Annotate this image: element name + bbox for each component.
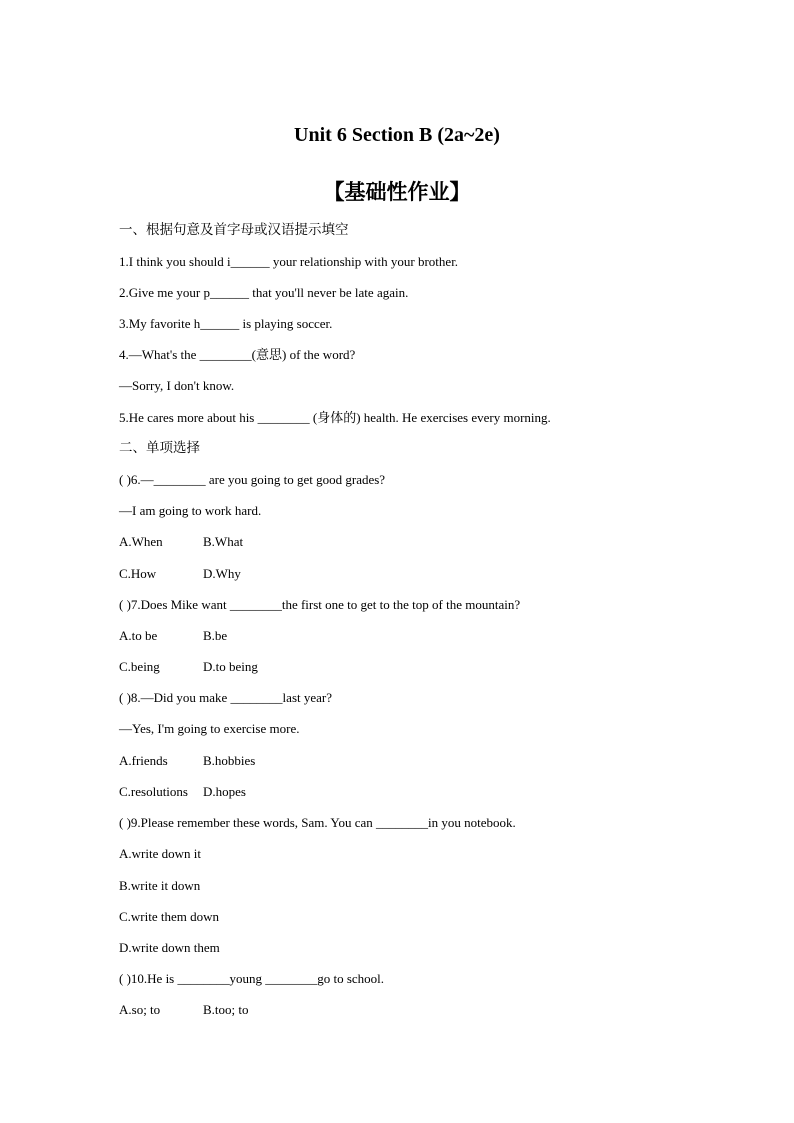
question-10-options-row-1 <box>119 1001 249 1019</box>
question-10-stem: ( )10.He is ________young ________go to school. <box>119 971 385 986</box>
option-b: B.What <box>203 534 244 549</box>
option-a: A.so; to <box>119 1002 161 1017</box>
page-title: Unit 6 Section B (2a~2e) <box>294 124 500 146</box>
question-9-stem: ( )9.Please remember these words, Sam. You can ________in you notebook. <box>119 815 516 830</box>
part1-heading: 一、根据句意及首字母或汉语提示填空 <box>119 222 349 238</box>
option-d: D.Why <box>203 566 241 581</box>
question-7-stem: ( )7.Does Mike want ________the first one to get to the top of the mountain? <box>119 597 521 612</box>
fill-item-1: 1.I think you should i______ your relationship with your brother. <box>119 254 459 269</box>
question-9-option-d: D.write down them <box>119 940 220 955</box>
question-8-stem: ( )8.—Did you make ________last year? <box>119 690 333 705</box>
fill-item-4: 4.—What's the ________(意思) of the word? <box>119 347 356 362</box>
fill-item-5: 5.He cares more about his ________ (身体的) health. He exercises every morning. <box>119 410 551 425</box>
option-c: C.resolutions <box>119 784 188 799</box>
part2-heading: 二、单项选择 <box>119 440 200 456</box>
option-b: B.hobbies <box>203 753 256 768</box>
section-subtitle: 【基础性作业】 <box>323 180 471 204</box>
option-c: C.being <box>119 659 160 674</box>
fill-item-4-reply: —Sorry, I don't know. <box>119 378 235 393</box>
option-a: A.to be <box>119 628 158 643</box>
question-7-options-row-1 <box>119 627 227 645</box>
fill-item-2: 2.Give me your p______ that you'll never be late again. <box>119 285 409 300</box>
question-9-option-c: C.write them down <box>119 909 220 924</box>
fill-item-3: 3.My favorite h______ is playing soccer. <box>119 316 333 331</box>
option-d: D.hopes <box>203 784 246 799</box>
question-6-stem: ( )6.—________ are you going to get good grades? <box>119 472 386 487</box>
question-6-options-row-2 <box>119 565 241 583</box>
option-b: B.too; to <box>203 1002 249 1017</box>
question-9-option-b: B.write it down <box>119 878 201 893</box>
question-8-reply: —Yes, I'm going to exercise more. <box>119 721 300 736</box>
question-6-reply: —I am going to work hard. <box>119 503 262 518</box>
option-a: A.When <box>119 534 163 549</box>
option-c: C.How <box>119 566 157 581</box>
question-8-options-row-1 <box>119 752 255 770</box>
option-b: B.be <box>203 628 228 643</box>
question-9-option-a: A.write down it <box>119 846 201 861</box>
question-7-options-row-2 <box>119 658 258 676</box>
option-a: A.friends <box>119 753 168 768</box>
question-8-options-row-2 <box>119 783 246 801</box>
question-6-options-row-1 <box>119 533 243 551</box>
option-d: D.to being <box>203 659 258 674</box>
